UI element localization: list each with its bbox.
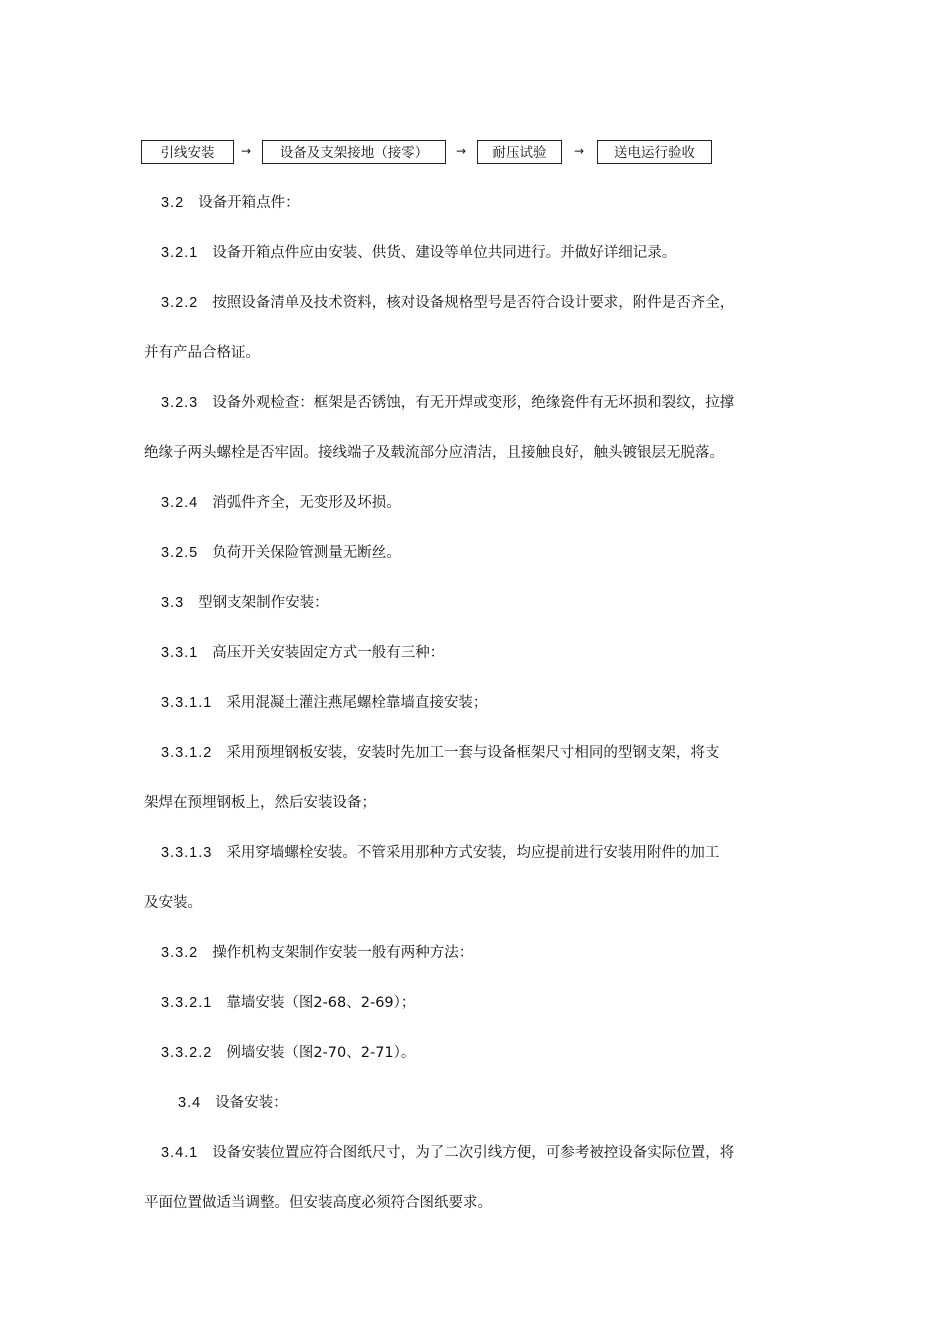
section-heading: 3.4 设备安装： <box>178 1095 288 1111</box>
section-heading: 3.3 型钢支架制作安装： <box>161 595 329 611</box>
paragraph: 3.3.1.3 采用穿墙螺栓安装。不管采用那种方式安装，均应提前进行安装用附件的加工 <box>161 845 720 861</box>
process-flowchart <box>0 140 950 166</box>
paragraph-continuation: 绝缘子两头螺栓是否牢固。接线端子及载流部分应清洁，且接触良好，触头镀银层无脱落。 <box>144 445 724 461</box>
paragraph: 3.3.1.1 采用混凝土灌注燕尾螺栓靠墙直接安装； <box>161 695 488 711</box>
paragraph: 3.3.2.1 靠墙安装（图2-68、2-69）； <box>161 995 416 1011</box>
paragraph-continuation: 架焊在预埋钢板上，然后安装设备； <box>144 795 376 811</box>
paragraph: 3.2.4 消弧件齐全，无变形及坏损。 <box>161 495 401 511</box>
paragraph-continuation: 并有产品合格证。 <box>144 345 260 361</box>
flow-step-lead-wire-install: 引线安装 <box>141 140 234 164</box>
section-heading: 3.2 设备开箱点件： <box>161 195 300 211</box>
paragraph: 3.4.1 设备安装位置应符合图纸尺寸，为了二次引线方便，可参考被控设备实际位置，将 <box>161 1145 735 1161</box>
paragraph-continuation: 及安装。 <box>144 895 202 911</box>
paragraph: 3.2.3 设备外观检查：框架是否锈蚀，有无开焊或变形，绝缘瓷件有无坏损和裂纹，拉撑 <box>161 395 735 411</box>
arrow-right-icon: → <box>240 144 252 158</box>
flow-step-grounding: 设备及支架接地（接零） <box>262 140 446 164</box>
paragraph: 3.3.1 高压开关安装固定方式一般有三种： <box>161 645 445 661</box>
arrow-right-icon: → <box>573 144 585 158</box>
paragraph: 3.3.2.2 例墙安装（图2-70、2-71）。 <box>161 1045 416 1061</box>
paragraph: 3.2.1 设备开箱点件应由安装、供货、建设等单位共同进行。并做好详细记录。 <box>161 245 677 261</box>
paragraph: 3.3.2 操作机构支架制作安装一般有两种方法： <box>161 945 474 961</box>
paragraph: 3.2.5 负荷开关保险管测量无断丝。 <box>161 545 401 561</box>
paragraph-continuation: 平面位置做适当调整。但安装高度必须符合图纸要求。 <box>144 1195 492 1211</box>
paragraph: 3.2.2 按照设备清单及技术资料，核对设备规格型号是否符合设计要求，附件是否齐全， <box>161 295 735 311</box>
flow-step-withstand-test: 耐压试验 <box>477 140 562 164</box>
flow-step-power-acceptance: 送电运行验收 <box>597 140 712 164</box>
paragraph: 3.3.1.2 采用预埋钢板安装，安装时先加工一套与设备框架尺寸相同的型钢支架，将支 <box>161 745 720 761</box>
arrow-right-icon: → <box>455 144 467 158</box>
